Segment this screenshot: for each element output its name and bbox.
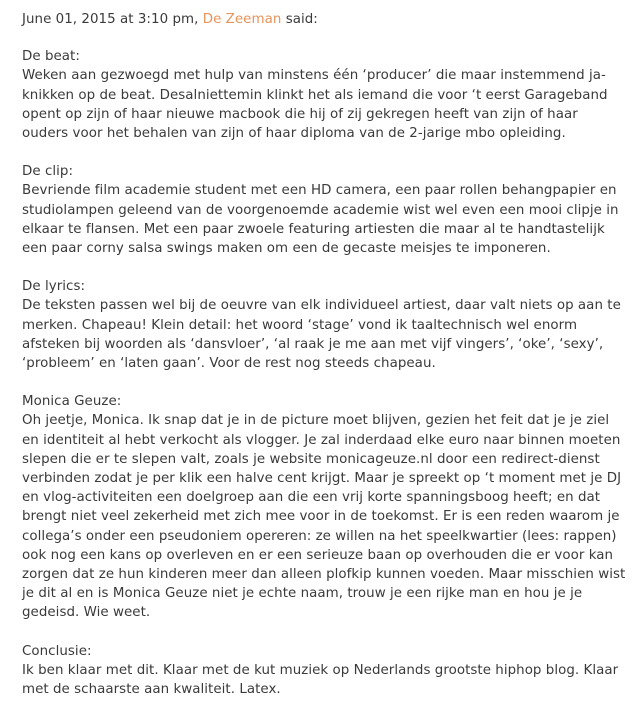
section-conclusie	[22, 642, 626, 700]
section-body: De teksten passen wel bij de oeuvre van elk individueel artiest, daar valt niets op aan te merken. Chapeau! Klein detail: het woord ‘stage’ vond ik taaltechnisch wel enorm afsteken bij woorden als ‘dansvloer’, ‘al raak je me aan met vijf vingers’, ‘oke’, ‘sexy’, ‘probleem’ en ‘laten gaan’. Voor de rest nog steeds chapeau.	[22, 298, 621, 372]
section-title: Monica Geuze:	[22, 394, 122, 410]
section-body: Weken aan gezwoegd met hulp van minstens één ‘producer’ die maar instemmend ja-knikken op de beat. Desalniettemin klinkt het als iemand die voor ‘t eerst Garageband opent op zijn of haar nieuwe macbook die hij of zij gekregen heeft van zijn of haar ouders voor het behalen van zijn of haar diploma van de 2-jarige mbo opleiding.	[22, 68, 608, 142]
section-title: Conclusie:	[22, 643, 92, 659]
section-title: De beat:	[22, 49, 80, 65]
comment-author-link[interactable]: De Zeeman	[202, 12, 282, 27]
section-body: Bevriende film academie student met een HD camera, een paar rollen behangpapier en studiolampen geleend van de voorgenoemde academie wist wel even een mooi clipje in elkaar te flansen. Met een paar zwoele featuring artiesten die maar al te handtastelijk een paar corny salsa swings maken om een de gecaste meisjes te imponeren.	[22, 183, 619, 257]
section-monica-geuze	[22, 392, 626, 622]
section-body: Ik ben klaar met dit. Klaar met de kut muziek op Nederlands grootste hiphop blog. Klaar met de schaarste aan kwaliteit. Latex.	[22, 662, 619, 698]
comment	[22, 10, 626, 718]
comment-meta	[22, 10, 626, 29]
section-title: De clip:	[22, 164, 74, 180]
section-title: De lyrics:	[22, 279, 86, 295]
section-beat	[22, 47, 626, 143]
section-clip	[22, 162, 626, 258]
section-lyrics	[22, 277, 626, 373]
comment-date: June 01, 2015 at 3:10 pm,	[22, 12, 199, 27]
comment-said-label: said:	[285, 12, 318, 27]
section-body: Oh jeetje, Monica. Ik snap dat je in de picture moet blijven, gezien het feit dat je je ziel en identiteit al hebt verkocht als vlogger. Je zal inderdaad elke euro naar binnen moeten slepen die er te slepen valt, zoals je website monicageuze.nl door een redirect-dienst verbinden zodat je per klik een halve cent krijgt. Maar je spreekt op ‘t moment met je DJ en vlog-activiteiten een doelgroep aan die een vrij korte spanningsboog heeft; en dat brengt niet veel zekerheid met zich mee voor in de toekomst. Er is een reden waarom je collega’s onder een pseudoniem opereren: ze willen na het speelkwartier (lees: rappen) ook nog een kans op overleven en er een serieuze baan op overhouden die er voor kan zorgen dat ze hun kinderen meer dan alleen plofkip kunnen voeden. Maar misschien wist je dit al en is Monica Geuze niet je echte naam, trouw je een rijke man en hou je je gedeisd. Wie weet.	[22, 413, 626, 621]
